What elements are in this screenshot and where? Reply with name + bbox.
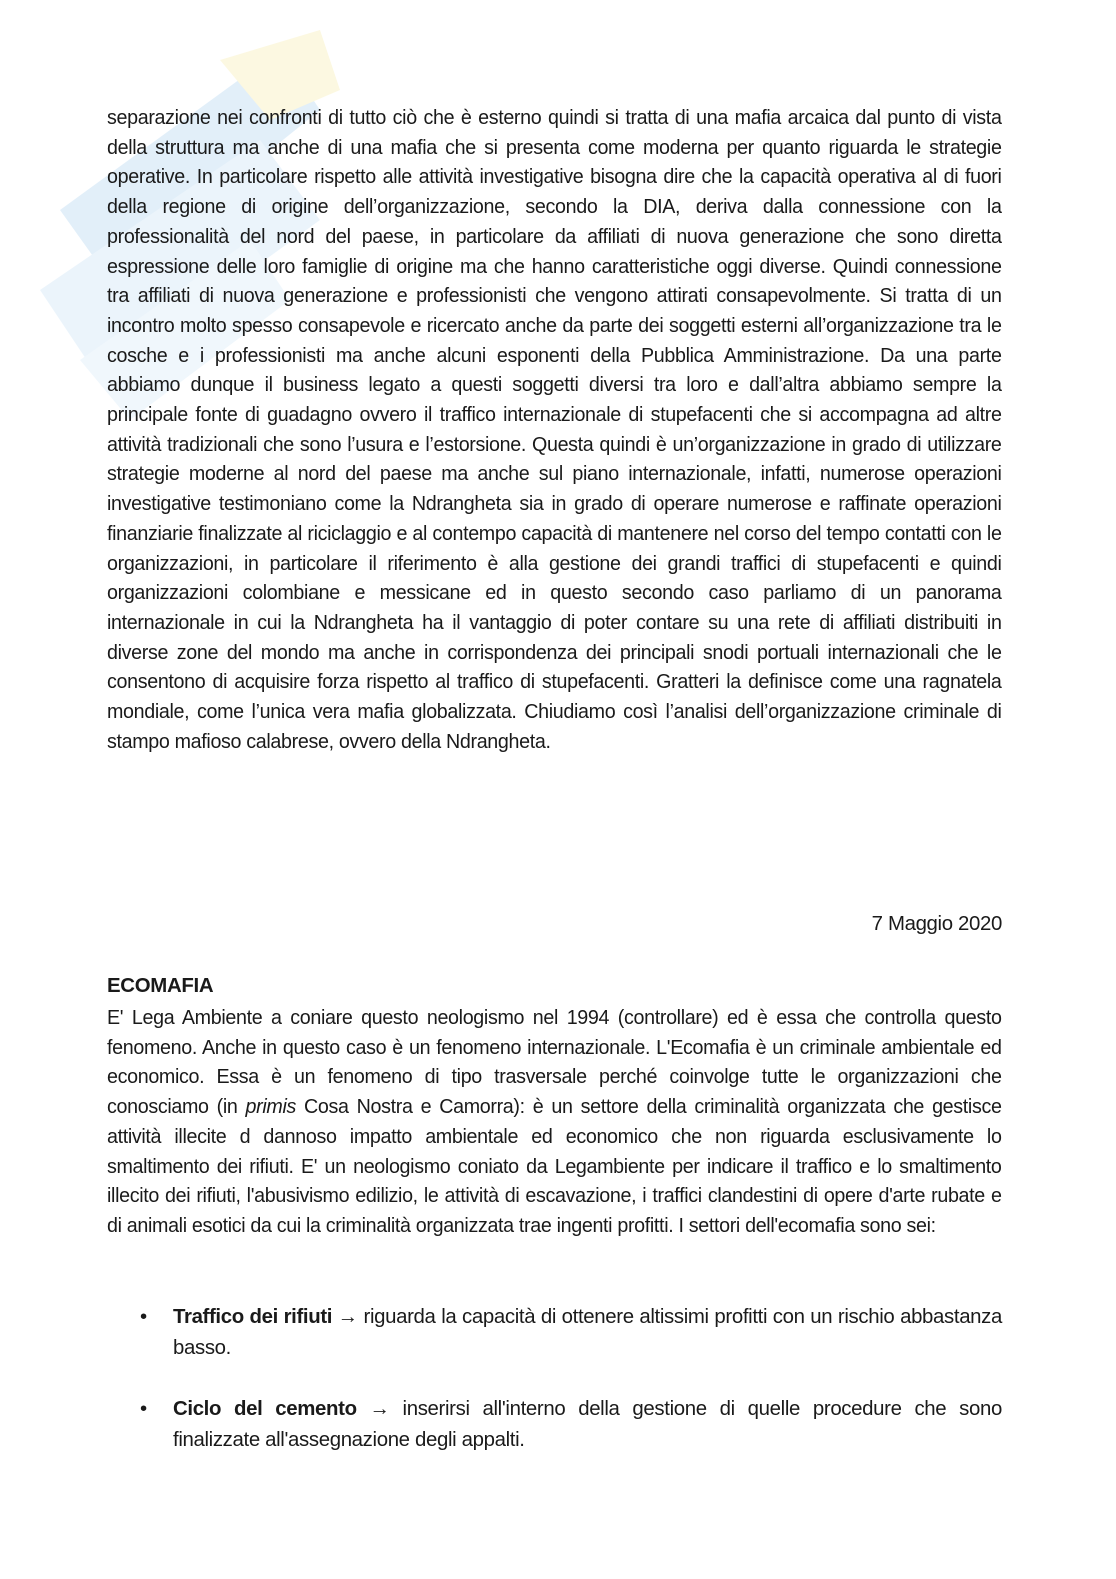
list-item-text: riguarda la capacità di ottenere altissimi profitti con un rischio abbastanza basso.: [173, 1306, 1003, 1359]
bullet-marker: •: [140, 1398, 147, 1420]
paragraph-ndrangheta: separazione nei confronti di tutto ciò che è esterno quindi si tratta di una mafia arcaica dal punto di vista della struttura ma anche di una mafia che si presenta come moderna per quanto riguarda le strategie operative. In particolare rispetto alle attività investigative bisogna dire che la capacità operativa al di fuori della regione di origine dell’organizzazione, secondo la DIA, deriva dalla connessione con la professionalità del nord del paese, in particolare da affiliati di nuova generazione che sono diretta espressione delle loro famiglie di origine ma che hanno caratteristiche oggi diverse. Quindi connessione tra affiliati di nuova generazione e professionisti che vengono attirati consapevolmente. Si tratta di un incontro molto spesso consapevole e ricercato anche da parte dei soggetti esterni all’organizzazione tra le cosche e i professionisti ma anche alcuni esponenti della Pubblica Amministrazione. Da una parte abbiamo dunque il business legato a questi soggetti diversi tra loro e dall’altra abbiamo sempre la principale fonte di guadagno ovvero il traffico internazionale di stupefacenti che si accompagna ad altre attività tradizionali che sono l’usura e l’estorsione. Questa quindi è un’organizzazione in grado di utilizzare strategie moderne al nord del paese ma anche sul piano internazionale, infatti, numerose operazioni investigative testimoniano come la Ndrangheta sia in grado di operare numerose e raffinate operazioni finanziarie finalizzate al riciclaggio e al contempo capacità di mantenere nel corso del tempo contatti con le organizzazioni, in particolare il riferimento è alla gestione dei grandi traffici di stupefacenti e quindi organizzazioni colombiane e messicane ed in questo secondo caso parliamo di un panorama internazionale in cui la Ndrangheta ha il vantaggio di poter contare su una rete di affiliati distribuiti in diverse zone del mondo ma anche in corrispondenza dei principali snodi portuali internazionali che le consentono di acquisire forza rispetto al traffico di stupefacenti. Gratteri la definisce come una ragnatela mondiale, come l’unica vera mafia globalizzata. Chiudiamo così l’analisi dell’organizzazione criminale di stampo mafioso calabrese, ovvero della Ndrangheta.: [107, 107, 1002, 753]
arrow-icon: →: [356, 1398, 403, 1420]
bullet-marker: •: [140, 1306, 147, 1328]
list-item-title: Ciclo del cemento: [173, 1398, 357, 1420]
list-item: [107, 1394, 1002, 1456]
arrow-icon: →: [332, 1306, 364, 1328]
list-item-title: Traffico dei rifiuti: [173, 1306, 333, 1328]
document-page: [107, 104, 1003, 1451]
paragraph-ecomafia-part1: E' Lega Ambiente a coniare questo neologismo nel 1994 (controllare) ed è essa che controlla questo fenomeno. Anche in questo caso è un fenomeno internazionale. L'Ecomafia è un criminale ambientale ed economico. Essa è un fenomeno di tipo trasversale perché coinvolge tutte le organizzazioni che conosciamo (in: [107, 1007, 1002, 1119]
italic-primis: primis: [245, 1096, 296, 1119]
list-item-text: inserirsi all'interno della gestione di quelle procedure che sono finalizzate all'assegnazione degli appalti.: [173, 1398, 1002, 1451]
section-heading-ecomafia: ECOMAFIA: [107, 975, 214, 997]
paragraph-ecomafia-part2: Cosa Nostra e Camorra): è un settore della criminalità organizzata che gestisce attività illecite d dannoso impatto ambientale ed economico che non riguarda esclusivamente lo smaltimento dei rifiuti. E' un neologismo coniato da Legambiente per indicare il traffico e lo smaltimento illecito dei rifiuti, l'abusivismo edilizio, le attività di escavazione, i traffici clandestini di opere d'arte rubate e di animali esotici da cui la criminalità organizzata trae ingenti profitti. I settori dell'ecomafia sono sei:: [107, 1096, 1002, 1237]
sector-list: [107, 1302, 1002, 1486]
list-item: [107, 1302, 1002, 1364]
date-label: 7 Maggio 2020: [871, 913, 1002, 935]
paragraph-ecomafia: [107, 1004, 1002, 1242]
